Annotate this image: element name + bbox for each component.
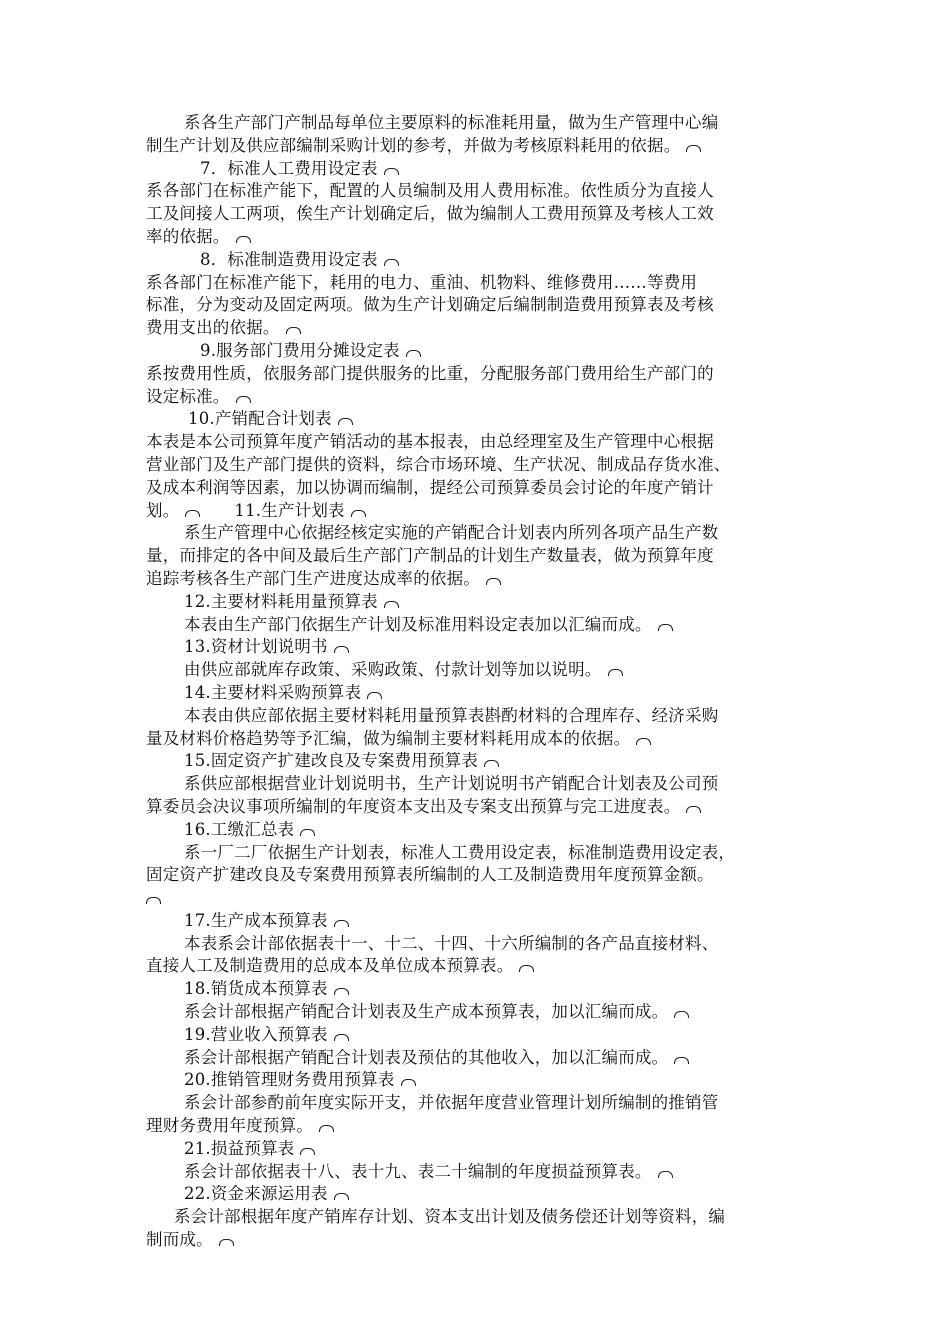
line-text: 13.资材计划说明书 [184, 637, 328, 657]
line-text: 系供应部根据营业计划说明书，生产计划说明书产销配合计划表及公司预 [184, 774, 719, 794]
line-text: 设定标准。 [146, 386, 230, 406]
text-line [0, 568, 950, 591]
line-text: 直接人工及制造费用的总成本及单位成本预算表。 [146, 956, 514, 976]
text-line [0, 614, 950, 637]
paragraph-mark-icon [351, 510, 366, 517]
text-line [0, 180, 950, 203]
text-line [0, 636, 950, 659]
paragraph-mark-icon [334, 646, 349, 653]
paragraph-mark-icon [519, 965, 534, 972]
text-line [0, 978, 950, 1001]
paragraph-mark-icon [236, 236, 251, 243]
paragraph-mark-icon [300, 1148, 315, 1155]
line-text: 率的依据。 [146, 226, 230, 246]
paragraph-mark-icon [338, 418, 353, 425]
paragraph-mark-icon [300, 829, 315, 836]
text-line [0, 955, 950, 978]
paragraph-mark-icon [674, 1011, 689, 1018]
line-text: 本表系会计部依据表十一、十二、十四、十六所编制的各产品直接材料、 [184, 933, 719, 953]
text-line [0, 1069, 950, 1092]
paragraph-mark-icon [219, 1239, 234, 1246]
line-text: 系各生产部门产制品每单位主要原料的标准耗用量，做为生产管理中心编 [184, 113, 719, 132]
line-text-tail: 11.生产计划表 [234, 500, 345, 520]
text-line [0, 431, 950, 454]
text-line [0, 933, 950, 956]
text-line [0, 750, 950, 773]
text-line [0, 819, 950, 842]
paragraph-mark-icon [236, 396, 251, 403]
paragraph-mark-icon [146, 897, 161, 904]
text-line [0, 203, 950, 226]
text-line [0, 910, 950, 933]
text-line [0, 340, 950, 363]
line-text: 系会计部依据表十八、表十九、表二十编制的年度损益预算表。 [184, 1161, 652, 1181]
text-line [0, 112, 950, 135]
paragraph-mark-icon [367, 692, 382, 699]
text-line [0, 522, 950, 545]
text-line [0, 864, 950, 887]
text-line [0, 887, 950, 910]
paragraph-mark-icon [185, 510, 200, 517]
line-text: 22.资金来源运用表 [184, 1184, 328, 1204]
text-line [0, 317, 950, 340]
paragraph-mark-icon [334, 988, 349, 995]
line-text: 12.主要材料耗用量预算表 [184, 591, 378, 611]
paragraph-mark-icon [658, 1171, 673, 1178]
line-text: 10.产销配合计划表 [188, 409, 332, 429]
paragraph-mark-icon [608, 669, 623, 676]
paragraph-mark-icon [636, 738, 651, 745]
line-text: 标准，分为变动及固定两项。做为生产计划确定后编制制造费用预算表及考核 [146, 295, 714, 315]
text-line [0, 158, 950, 181]
text-line [0, 363, 950, 386]
paragraph-mark-icon [658, 624, 673, 631]
paragraph-mark-icon [406, 350, 421, 357]
line-text: 量，而排定的各中间及最后生产部门产制品的计划生产数量表，做为预算年度 [146, 546, 714, 566]
line-text: 9.服务部门费用分摊设定表 [200, 340, 400, 360]
line-text: 系各部门在标准产能下，耗用的电力、重油、机物料、维修费用……等费用 [146, 272, 698, 292]
line-text: 系生产管理中心依据经核定实施的产销配合计划表内所列各项产品生产数 [184, 523, 719, 543]
line-text: 工及间接人工两项，俟生产计划确定后，做为编制人工费用预算及考核人工效 [146, 204, 714, 224]
line-text: 系一厂二厂依据生产计划表，标准人工费用设定表，标准制造费用设定表， [184, 842, 736, 862]
text-line [0, 773, 950, 796]
text-line [0, 842, 950, 865]
text-line [0, 272, 950, 295]
text-line [0, 1092, 950, 1115]
text-line [0, 1183, 950, 1206]
text-line [0, 1138, 950, 1161]
line-text: 费用支出的依据。 [146, 318, 280, 338]
paragraph-mark-icon [384, 259, 399, 266]
line-text: 系会计部根据产销配合计划表及生产成本预算表，加以汇编而成。 [184, 1002, 669, 1022]
text-line [0, 591, 950, 614]
line-text: 系各部门在标准产能下，配置的人员编制及用人费用标准。依性质分为直接人 [146, 181, 714, 201]
line-text: 16.工缴汇总表 [184, 819, 295, 839]
paragraph-mark-icon [384, 168, 399, 175]
paragraph-mark-icon [484, 760, 499, 767]
text-line [0, 477, 950, 500]
text-line [0, 1001, 950, 1024]
paragraph-mark-icon [686, 145, 701, 152]
line-text: 19.营业收入预算表 [184, 1024, 328, 1044]
text-line [0, 454, 950, 477]
line-text: 20.推销管理财务费用预算表 [184, 1070, 395, 1090]
paragraph-mark-icon [334, 1193, 349, 1200]
line-text: 理财务费用年度预算。 [146, 1116, 313, 1136]
line-text: 营业部门及生产部门提供的资料，综合市场环境、生产状况、制成品存货水准、 [146, 454, 731, 474]
line-text: 固定资产扩建改良及专案费用预算表所编制的人工及制造费用年度预算金额。 [146, 865, 714, 885]
line-text: 划。 [146, 500, 180, 520]
line-text: 及成本利润等因素，加以协调而编制，提经公司预算委员会讨论的年度产销计 [146, 477, 714, 497]
text-line [0, 1047, 950, 1070]
text-line [0, 386, 950, 409]
line-text: 18.销货成本预算表 [184, 979, 328, 999]
text-line [0, 500, 950, 523]
line-text: 15.固定资产扩建改良及专案费用预算表 [184, 751, 479, 771]
paragraph-mark-icon [334, 1034, 349, 1041]
text-line [0, 1115, 950, 1138]
line-text: 系按费用性质，依服务部门提供服务的比重，分配服务部门费用给生产部门的 [146, 363, 714, 383]
line-text: 21.损益预算表 [184, 1138, 295, 1158]
line-text: 系会计部根据产销配合计划表及预估的其他收入，加以汇编而成。 [184, 1047, 669, 1067]
line-text: 本表由供应部依据主要材料耗用量预算表斟酌材料的合理库存、经济采购 [184, 705, 719, 725]
paragraph-mark-icon [319, 1125, 334, 1132]
text-line [0, 1024, 950, 1047]
line-text: 8．标准制造费用设定表 [200, 249, 378, 269]
text-line [0, 1206, 950, 1229]
text-line [0, 682, 950, 705]
text-line [0, 249, 950, 272]
line-text: 7．标准人工费用设定表 [200, 158, 378, 178]
line-text: 本表由生产部门依据生产计划及标准用料设定表加以汇编而成。 [184, 614, 652, 634]
text-line [0, 796, 950, 819]
line-text: 算委员会决议事项所编制的年度资本支出及专案支出预算与完工进度表。 [146, 796, 681, 816]
line-text: 17.生产成本预算表 [184, 910, 328, 930]
text-line [0, 408, 950, 431]
text-line [0, 226, 950, 249]
line-text: 14.主要材料采购预算表 [184, 682, 362, 702]
document-body [0, 112, 950, 1252]
paragraph-mark-icon [384, 601, 399, 608]
line-text: 制生产计划及供应部编制采购计划的参考，并做为考核原料耗用的依据。 [146, 135, 681, 155]
line-text: 由供应部就库存政策、采购政策、付款计划等加以说明。 [184, 660, 602, 680]
line-text: 系会计部根据年度产销库存计划、资本支出计划及债务偿还计划等资料，编 [174, 1207, 726, 1227]
paragraph-mark-icon [334, 920, 349, 927]
text-line [0, 1229, 950, 1252]
text-line [0, 294, 950, 317]
paragraph-mark-icon [686, 806, 701, 813]
line-text: 系会计部参酌前年度实际开支，并依据年度营业管理计划所编制的推销管 [184, 1093, 719, 1113]
text-line [0, 1161, 950, 1184]
text-line [0, 659, 950, 682]
text-line [0, 135, 950, 158]
text-line [0, 728, 950, 751]
paragraph-mark-icon [486, 578, 501, 585]
paragraph-mark-icon [674, 1057, 689, 1064]
line-text: 本表是本公司预算年度产销活动的基本报表，由总经理室及生产管理中心根据 [146, 432, 714, 452]
paragraph-mark-icon [401, 1079, 416, 1086]
text-line [0, 545, 950, 568]
line-text: 量及材料价格趋势等予汇编，做为编制主要材料耗用成本的依据。 [146, 728, 631, 748]
text-line [0, 705, 950, 728]
paragraph-mark-icon [286, 327, 301, 334]
line-text: 追踪考核各生产部门生产进度达成率的依据。 [146, 568, 480, 588]
line-text: 制而成。 [146, 1230, 213, 1250]
